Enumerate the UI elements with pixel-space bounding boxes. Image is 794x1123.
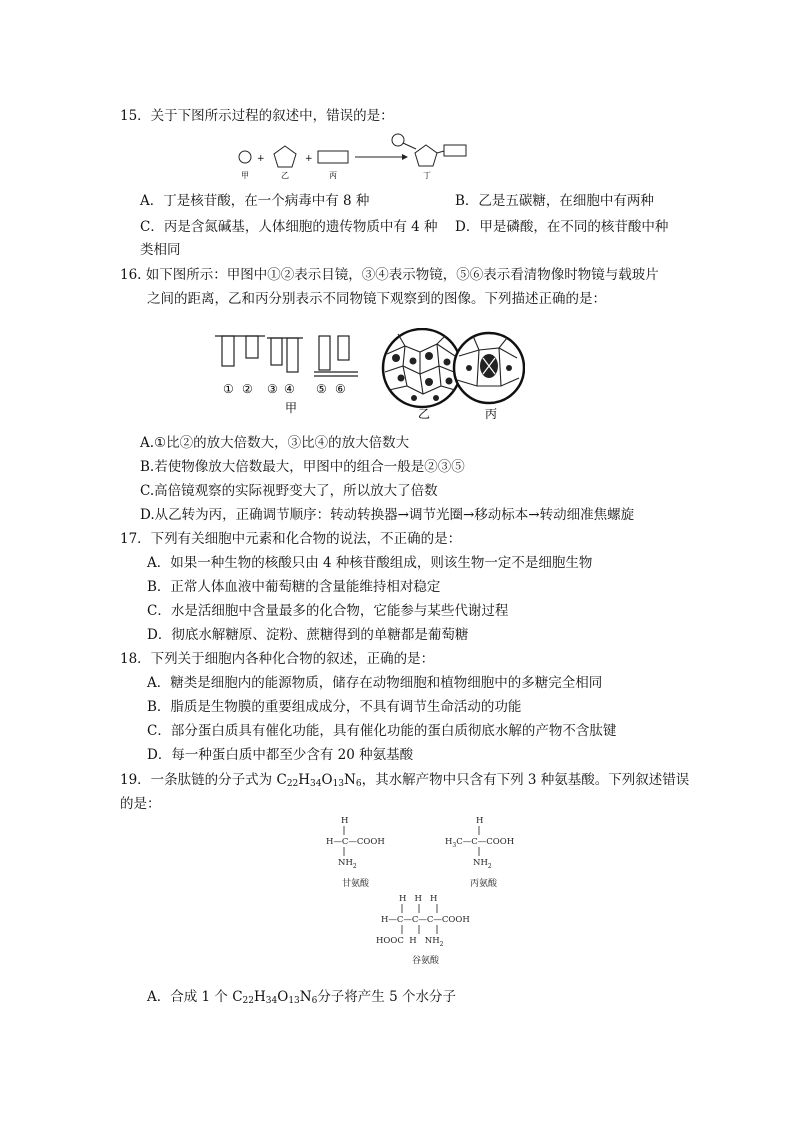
q17-option-d: D．彻底水解糖原、淀粉、蔗糖得到的单糖都是葡萄糖 bbox=[147, 627, 469, 643]
q15-option-c: C．丙是含氮碱基，人体细胞的遗传物质中有 4 种 bbox=[140, 219, 438, 235]
q16-view-bing bbox=[454, 333, 524, 403]
alanine-structure bbox=[445, 816, 514, 889]
q17-option-b: B．正常人体血液中葡萄糖的含量能维持相对稳定 bbox=[147, 579, 441, 595]
glutamic-acid-name: 谷氨酸 bbox=[412, 956, 440, 966]
svg-text:H: H bbox=[341, 816, 349, 826]
glycine-structure bbox=[326, 816, 385, 889]
svg-text:H—C—C—C—COOH: H—C—C—C—COOH bbox=[381, 915, 470, 925]
q19-option-a: A．合成 1 个 $C_{22}H_{34}O_{13}N_6$分子将产生 5 个水分子 bbox=[147, 989, 456, 1006]
svg-text:NH2: $NH_2$ bbox=[473, 858, 492, 870]
q15-option-b: B．乙是五碳糖，在细胞中有两种 bbox=[455, 193, 654, 209]
q15-nucleotide-figure bbox=[230, 132, 480, 182]
glutamic-acid-structure bbox=[376, 894, 470, 966]
svg-text:HOOC H NH2: HOOC H $NH_2$ bbox=[376, 936, 444, 948]
q15-plus-1: + bbox=[257, 154, 265, 164]
q16-stem-line2: 之间的距离，乙和丙分别表示不同物镜下观察到的图像。下列描述正确的是： bbox=[147, 291, 606, 307]
q17-option-c: C．水是活细胞中含量最多的化合物，它能参与某些代谢过程 bbox=[147, 603, 509, 619]
q17-option-a: A．如果一种生物的核酸只由 4 种核苷酸组成，则该生物一定不是细胞生物 bbox=[147, 555, 593, 571]
q18-option-d: D．每一种蛋白质中都至少含有 20 种氨基酸 bbox=[147, 747, 414, 763]
q15-option-d-cont: 类相同 bbox=[140, 242, 181, 258]
q19-amino-acid-structures bbox=[318, 812, 543, 972]
q15-option-d: D．甲是磷酸，在不同的核苷酸中种 bbox=[455, 219, 669, 235]
q18-option-a: A．糖类是细胞内的能源物质，储存在动物细胞和植物细胞中的多糖完全相同 bbox=[147, 675, 603, 691]
q15-label-ding: 丁 bbox=[423, 171, 431, 180]
q15-plus-2: + bbox=[305, 154, 313, 164]
q16-stem-line1: 16. 如下图所示：甲图中①②表示目镜，③④表示物镜，⑤⑥表示看清物像时物镜与载玻片 bbox=[120, 267, 659, 283]
q15-label-bing: 丙 bbox=[329, 171, 337, 180]
q15-option-a: A．丁是核苷酸，在一个病毒中有 8 种 bbox=[140, 193, 370, 209]
svg-text:H: H bbox=[476, 816, 484, 826]
q19-stem-line1: 19．一条肽链的分子式为 $C_{22}H_{34}O_{13}N_6$，其水解产物中只含有下列 3 种氨基酸。下列叙述错误 bbox=[120, 772, 690, 789]
q16-label-6: ⑥ bbox=[335, 382, 346, 396]
q16-view-yi bbox=[383, 329, 461, 407]
q18-option-c: C．部分蛋白质具有催化功能，具有催化功能的蛋白质彻底水解的产物不含肽键 bbox=[147, 723, 617, 739]
q18-stem: 18．下列关于细胞内各种化合物的叙述，正确的是： bbox=[120, 651, 435, 667]
q16-label-jia: 甲 bbox=[285, 401, 298, 415]
q16-option-b: B.若使物像放大倍数最大，甲图中的组合一般是②③⑤ bbox=[140, 459, 465, 475]
svg-text:H3C—C—COOH: $H_3C—C—COOH$ bbox=[445, 837, 515, 849]
q16-option-a: A.①比②的放大倍数大，③比④的放大倍数大 bbox=[140, 435, 410, 451]
alanine-name: 丙氨酸 bbox=[470, 879, 498, 889]
q16-option-d: D.从乙转为丙，正确调节顺序：转动转换器→调节光圈→移动标本→转动细准焦螺旋 bbox=[140, 507, 635, 523]
q15-label-jia: 甲 bbox=[241, 171, 249, 180]
svg-text:NH2: $NH_2$ bbox=[338, 858, 357, 870]
svg-text:H—C—COOH: H—C—COOH bbox=[326, 837, 385, 847]
q18-option-b: B．脂质是生物膜的重要组成成分，不具有调节生命活动的功能 bbox=[147, 699, 522, 715]
q16-label-4: ④ bbox=[284, 382, 295, 396]
q15-stem: 15．关于下图所示过程的叙述中，错误的是： bbox=[120, 108, 394, 124]
glycine-name: 甘氨酸 bbox=[342, 879, 370, 889]
q16-label-1: ① bbox=[223, 382, 234, 396]
q16-microscope-figure bbox=[215, 328, 525, 420]
q19-stem-line2: 的是： bbox=[120, 796, 161, 812]
q16-label-yi: 乙 bbox=[418, 407, 431, 420]
q16-label-bing: 丙 bbox=[485, 407, 498, 420]
q15-label-yi: 乙 bbox=[281, 171, 289, 180]
svg-text:H H H: H H H bbox=[399, 894, 438, 904]
q17-stem: 17．下列有关细胞中元素和化合物的说法，不正确的是： bbox=[120, 531, 462, 547]
q16-label-3: ③ bbox=[267, 382, 278, 396]
q16-label-5: ⑤ bbox=[316, 382, 327, 396]
q16-option-c: C.高倍镜观察的实际视野变大了，所以放大了倍数 bbox=[140, 483, 438, 499]
q16-label-2: ② bbox=[242, 382, 253, 396]
